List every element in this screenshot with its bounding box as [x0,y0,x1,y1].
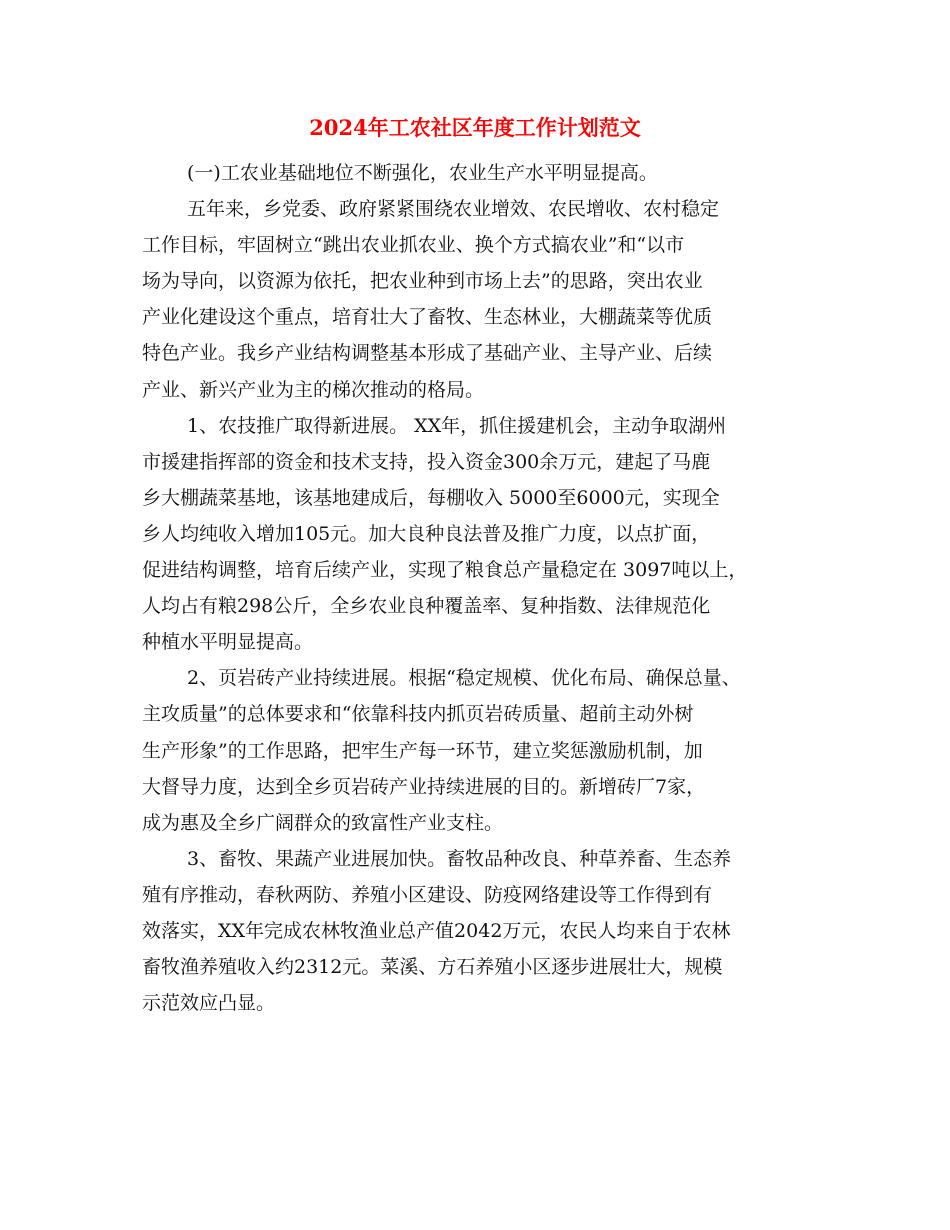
paragraph-line: (一)工农业基础地位不断强化，农业生产水平明显提高。 [187,162,658,184]
paragraph-line: 种植水平明显提高。 [142,631,314,654]
paragraph-line: 示范效应凸显。 [142,992,276,1015]
paragraph-section-heading [142,155,812,191]
paragraph-line: 1、农技推广取得新进展。 XX年，抓住援建机会，主动争取湖州 [187,414,727,437]
paragraph-line: 畜牧渔养殖收入约2312元。菜溪、方石养殖小区逐步进展壮大，规模 [142,956,723,979]
paragraph-line: 市援建指挥部的资金和技术支持，投入资金300余万元，建起了马鹿 [142,450,711,473]
paragraph-line: 促进结构调整，培育后续产业，实现了粮食总产量稳定在 3097吨以上， [142,559,748,582]
paragraph-line: 成为惠及全乡广阔群众的致富性产业支柱。 [142,811,504,834]
paragraph-line: 殖有序推动，春秋两防、养殖小区建设、防疫网络建设等工作得到有 [142,883,713,906]
paragraph-line: 2、页岩砖产业持续进展。根据“稳定规模、优化布局、确保总量、 [187,667,741,690]
document-body [142,155,812,1021]
paragraph-line: 乡大棚蔬菜基地，该基地建成后，每棚收入 5000至6000元，实现全 [142,486,720,509]
paragraph-line: 乡人均纯收入增加105元。加大良种良法普及推广力度，以点扩面， [142,522,711,545]
paragraph-item-2 [142,660,812,840]
paragraph-line: 工作目标，牢固树立“跳出农业抓农业、换个方式搞农业”和“以市 [142,234,685,257]
paragraph-line: 效落实，XX年完成农林牧渔业总产值2042万元，农民人均来自于农林 [142,919,731,942]
paragraph-line: 场为导向，以资源为依托，把农业种到市场上去”的思路，突出农业 [142,270,703,293]
paragraph-line: 特色产业。我乡产业结构调整基本形成了基础产业、主导产业、后续 [142,342,713,365]
paragraph-line: 产业化建设这个重点，培育壮大了畜牧、生态林业，大棚蔬菜等优质 [142,306,713,329]
paragraph-line: 大督导力度，达到全乡页岩砖产业持续进展的目的。新增砖厂7家， [142,775,706,798]
paragraph-line: 人均占有粮298公斤，全乡农业良种覆盖率、复种指数、法律规范化 [142,595,711,618]
paragraph-line: 主攻质量”的总体要求和“依靠科技内抓页岩砖质量、超前主动外树 [142,703,694,726]
paragraph-line: 五年来，乡党委、政府紧紧围绕农业增效、农民增收、农村稳定 [187,198,720,221]
paragraph-overview [142,191,812,408]
paragraph-line: 产业、新兴产业为主的梯次推动的格局。 [142,378,485,401]
paragraph-line: 生产形象”的工作思路，把牢生产每一环节，建立奖惩激励机制，加 [142,739,703,762]
paragraph-line: 3、畜牧、果蔬产业进展加快。畜牧品种改良、种草养畜、生态养 [187,847,732,870]
document-title: 2024年工农社区年度工作计划范文 [309,115,641,140]
paragraph-item-3 [142,841,812,1021]
paragraph-item-1 [142,408,812,661]
